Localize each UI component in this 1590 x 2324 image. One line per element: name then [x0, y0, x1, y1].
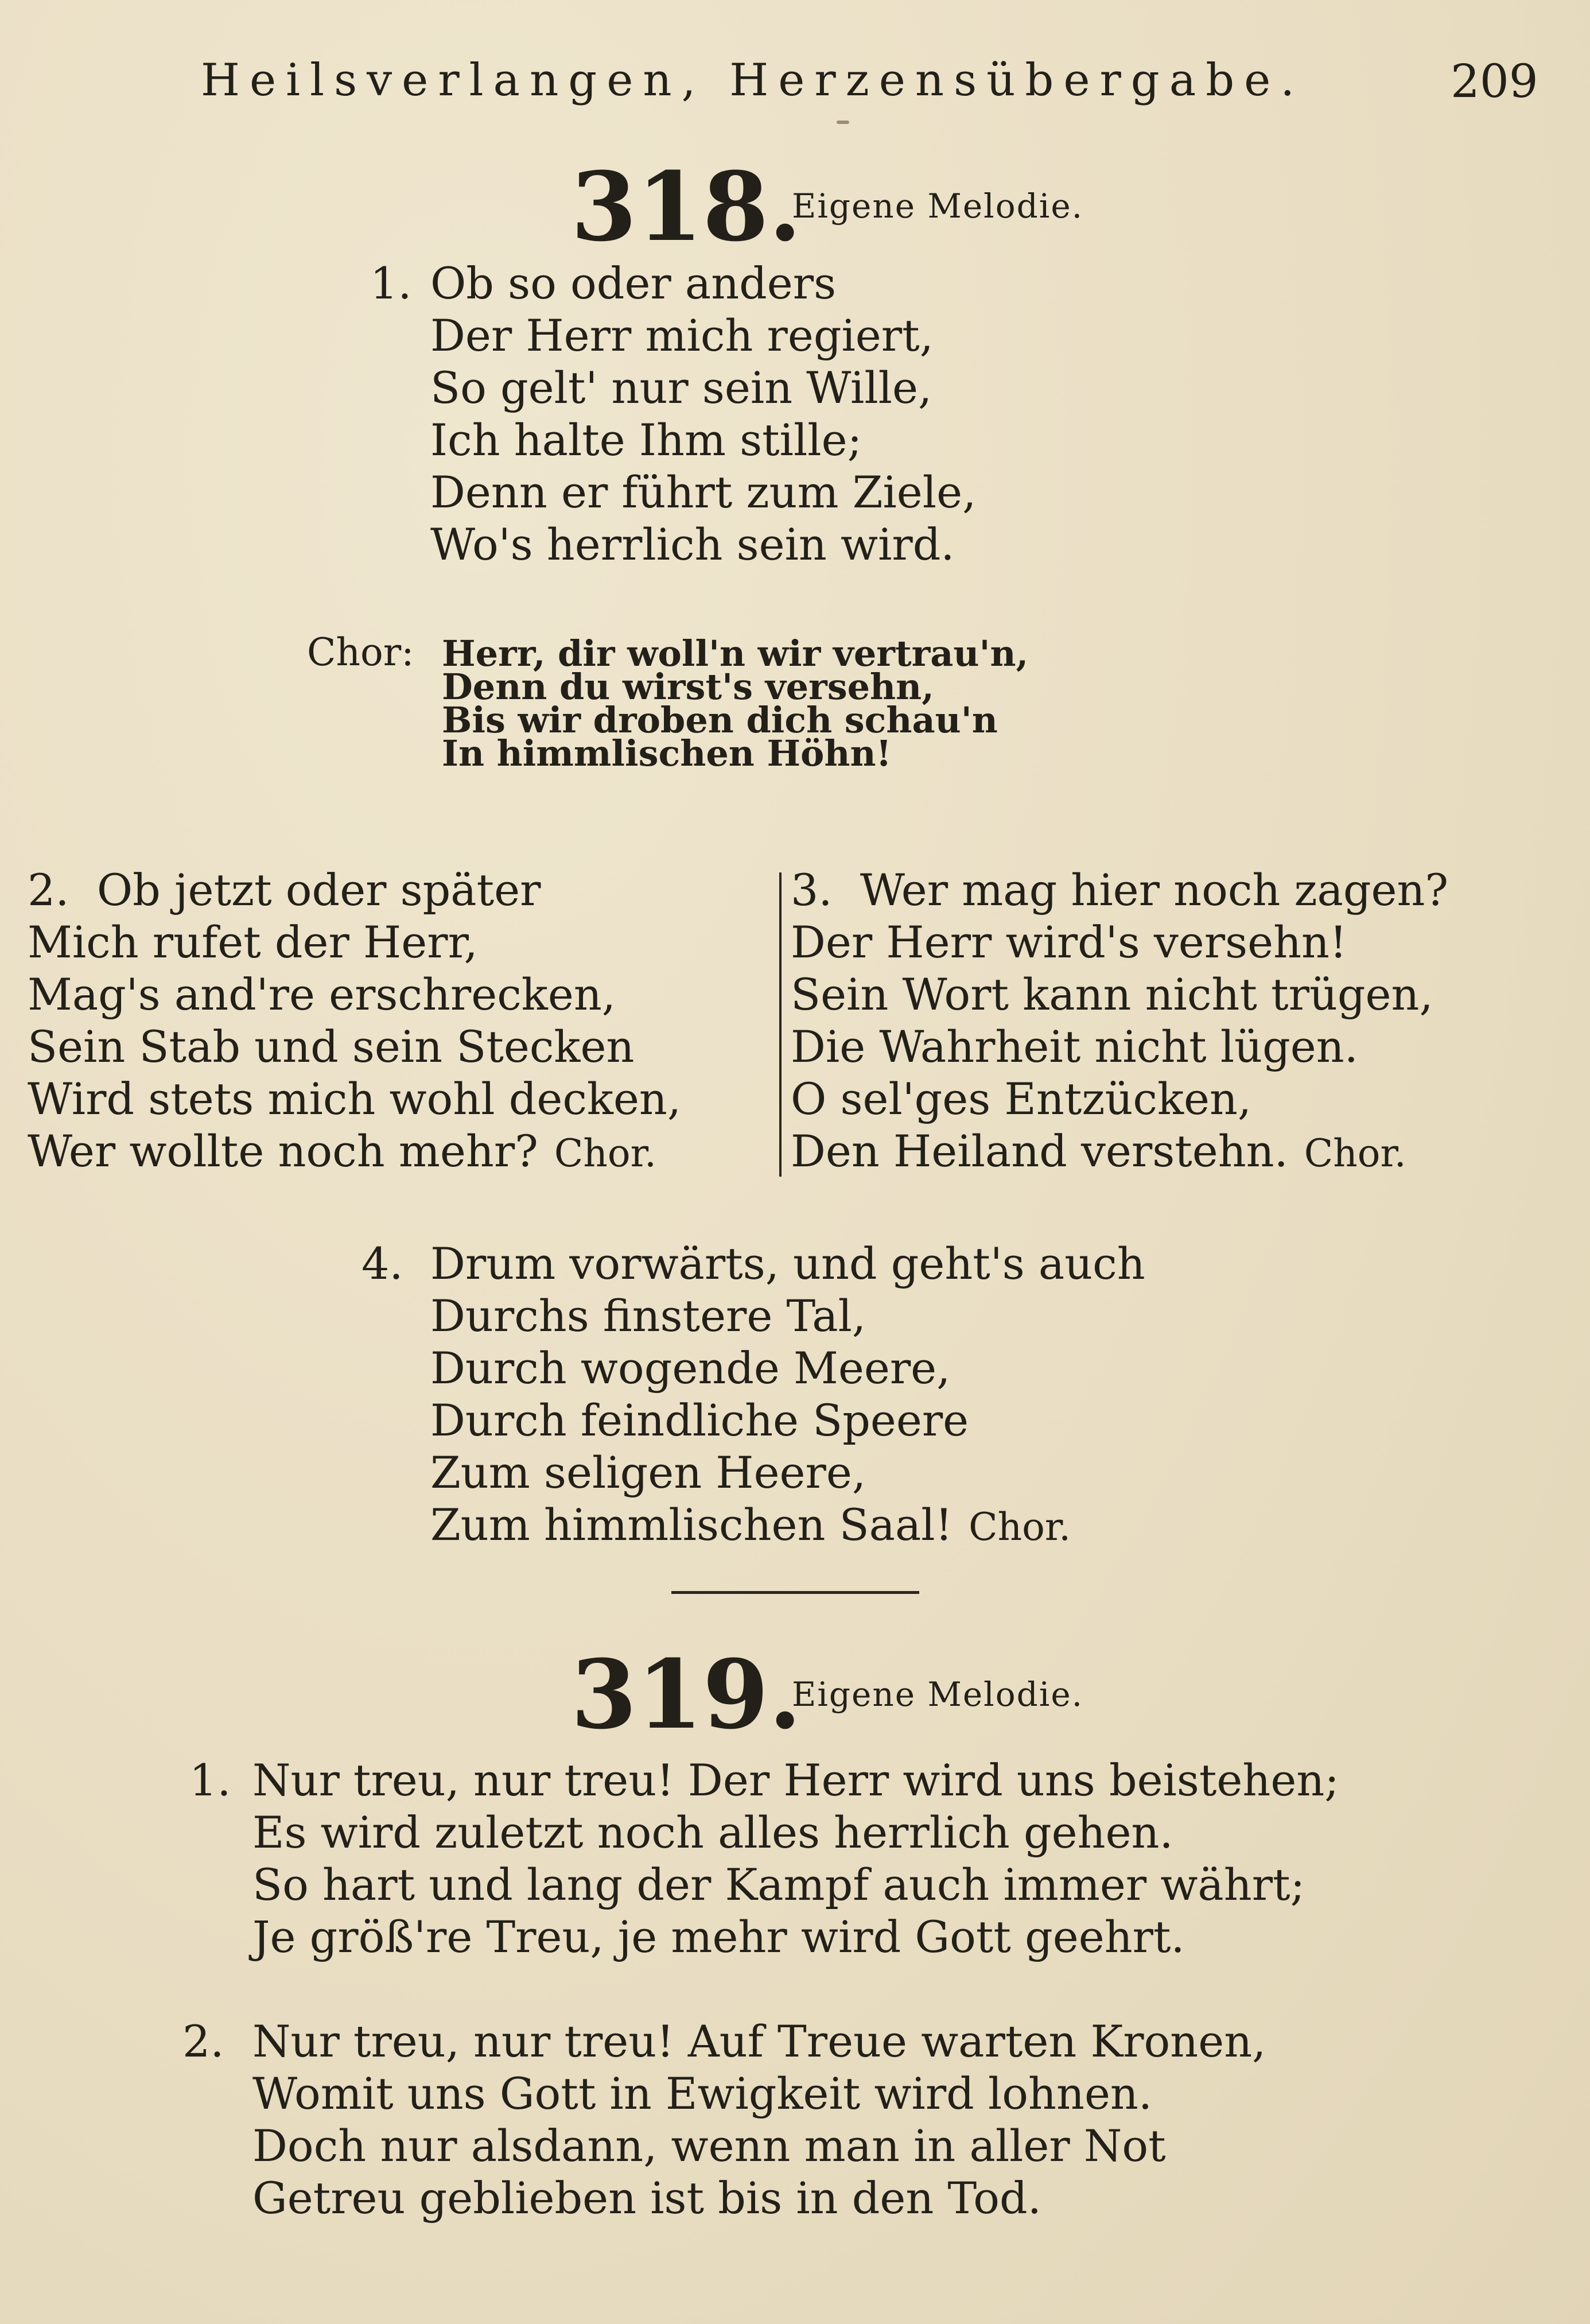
- verse-line: Sein Stab und sein Stecken: [28, 1021, 635, 1072]
- hymn-319-verse-2: [182, 2015, 1266, 2224]
- chorus-reference: Chor.: [554, 1131, 656, 1175]
- hymn-separator: [671, 1591, 919, 1594]
- verse-line: Doch nur alsdann, wenn man in aller Not: [252, 2120, 1166, 2171]
- verse-line: Die Wahrheit nicht lügen.: [791, 1021, 1358, 1072]
- verse-line: Denn er führt zum Ziele,: [430, 467, 977, 518]
- verse-line: Getreu geblieben ist bis in den Tod.: [252, 2172, 1041, 2224]
- verse-line: Ich halte Ihm stille;: [430, 414, 862, 465]
- verse-line: Ob so oder anders: [430, 258, 837, 309]
- verse-number: 4.: [361, 1238, 403, 1289]
- verse-line: Zum himmlischen Saal! Chor.: [430, 1499, 1071, 1550]
- verse-line: Drum vorwärts, und geht's auch: [430, 1238, 1145, 1289]
- verse-line: Wer wollte noch mehr? Chor.: [28, 1126, 656, 1177]
- hymn-318-verse-3: [791, 864, 1448, 1180]
- chorus-label: Chor:: [307, 630, 414, 674]
- print-mark: [837, 121, 849, 124]
- verse-line: Mag's and're erschrecken,: [28, 969, 616, 1020]
- hymn-318-verse-4: [361, 1237, 1145, 1553]
- running-header: [0, 55, 1590, 112]
- verse-number: 2.: [28, 864, 69, 915]
- hymn-318-melody: Eigene Melodie.: [792, 187, 1084, 226]
- verse-line: Nur treu, nur treu! Der Herr wird uns beistehen;: [252, 1755, 1339, 1806]
- verse-line: Sein Wort kann nicht trügen,: [791, 969, 1433, 1020]
- chorus-line: Herr, dir woll'n wir vertrau'n,: [442, 633, 1029, 674]
- chorus-line: In himmlischen Höhn!: [442, 732, 892, 774]
- header-title: Heilsverlangen, Herzensübergabe.: [201, 55, 1305, 106]
- verse-line: Nur treu, nur treu! Auf Treue warten Kronen,: [252, 2016, 1266, 2067]
- verse-line: So gelt' nur sein Wille,: [430, 362, 932, 413]
- verse-line: Den Heiland verstehn. Chor.: [791, 1126, 1406, 1177]
- verse-number: 2.: [182, 2016, 224, 2067]
- verse-line: 3. Wer mag hier noch zagen?: [791, 864, 1449, 915]
- verse-line: Je größ're Treu, je mehr wird Gott geehrt.: [252, 1911, 1185, 1962]
- verse-line: Durch feindliche Speere: [430, 1395, 969, 1446]
- verse-line: Der Herr mich regiert,: [430, 310, 934, 361]
- verse-number: 1.: [370, 258, 412, 309]
- verse-line: Mich rufet der Herr,: [28, 917, 478, 968]
- verse-number: 1.: [189, 1755, 231, 1806]
- chorus-line: Bis wir droben dich schau'n: [442, 699, 998, 741]
- verse-line: Wird stets mich wohl decken,: [28, 1073, 682, 1124]
- verse-line: Womit uns Gott in Ewigkeit wird lohnen.: [252, 2068, 1153, 2119]
- hymn-318-verse-1: [370, 257, 976, 571]
- verse-number: 3.: [791, 864, 833, 915]
- verse-line: Wo's herrlich sein wird.: [430, 519, 955, 570]
- verse-line: Zum seligen Heere,: [430, 1447, 866, 1498]
- hymn-318-verse-2: [28, 864, 681, 1180]
- chorus-line: Denn du wirst's versehn,: [442, 666, 934, 708]
- column-divider: [779, 872, 782, 1177]
- hymn-319-number: 319.: [571, 1639, 802, 1750]
- verse-line: 2. Ob jetzt oder später: [28, 864, 541, 915]
- verse-line: O sel'ges Entzücken,: [791, 1073, 1252, 1124]
- verse-line: Durchs finstere Tal,: [430, 1290, 866, 1341]
- hymn-319-melody: Eigene Melodie.: [792, 1675, 1084, 1714]
- hymn-318-chorus: [307, 630, 1029, 774]
- hymn-318-number: 318.: [571, 151, 802, 262]
- verse-line: Es wird zuletzt noch alles herrlich gehen.: [252, 1807, 1173, 1858]
- chorus-reference: Chor.: [1304, 1131, 1406, 1175]
- verse-line: Der Herr wird's versehn!: [791, 917, 1347, 968]
- verse-line: So hart und lang der Kampf auch immer währt;: [252, 1859, 1305, 1910]
- page-number: 209: [1451, 55, 1538, 108]
- hymn-319-verse-1: [189, 1754, 1339, 1963]
- chorus-reference: Chor.: [969, 1505, 1071, 1549]
- verse-line: Durch wogende Meere,: [430, 1343, 951, 1394]
